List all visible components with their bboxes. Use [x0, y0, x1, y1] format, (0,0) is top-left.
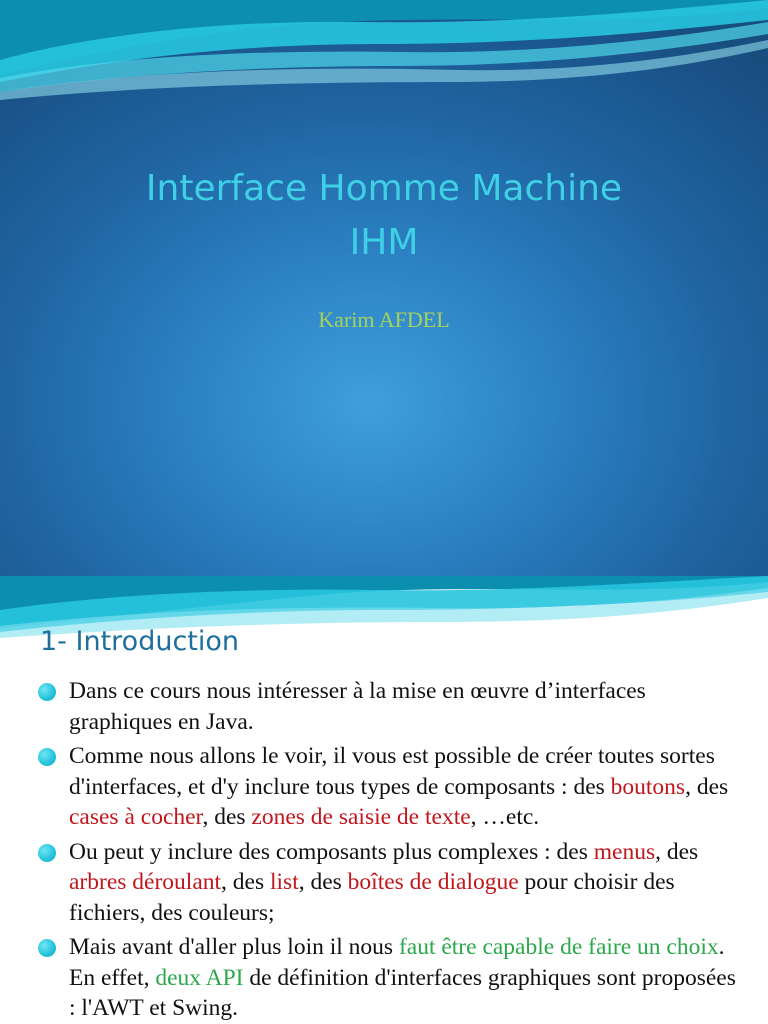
bullet-text: Ou peut y inclure des composants plus complexes : des — [69, 838, 594, 865]
author-name: Karim AFDEL — [318, 307, 450, 332]
bullet-item — [38, 932, 748, 1024]
bullet-highlight-red: zones de saisie de texte — [251, 804, 471, 830]
bullet-text: , …etc. — [470, 804, 540, 830]
bullet-dot-icon — [38, 748, 56, 766]
bullet-highlight-green: faut être capable de faire un choix — [398, 934, 719, 960]
bullet-text: Mais avant d'aller plus loin il nous — [69, 934, 399, 960]
bullet-text: pour choisir des fichiers, des couleurs; — [69, 869, 675, 926]
bullet-highlight-red: list — [269, 869, 299, 895]
bullet-text: Dans ce cours nous intéresser à la mise en œuvre d’interfaces graphiques en Java. — [69, 678, 646, 735]
bullet-text: de définition d'interfaces graphiques sont proposées : l'AWT et Swing. — [69, 964, 736, 1021]
bullet-dot-icon — [38, 844, 56, 862]
slide-title — [0, 162, 768, 270]
bullet-highlight-green: deux API — [155, 964, 244, 991]
bullet-item — [38, 741, 748, 833]
bullet-highlight-red: boîtes de dialogue — [347, 869, 519, 895]
bullet-highlight-red: cases à cocher — [69, 804, 203, 830]
bullet-text: , des — [298, 869, 348, 895]
bullet-text: , des — [202, 804, 252, 830]
bullet-list — [38, 676, 748, 1024]
bullet-dot-icon — [38, 939, 56, 957]
slide-title-line1: Interface Homme Machine — [145, 168, 623, 209]
bullet-text: . En effet, — [69, 934, 725, 991]
wave-decoration-top — [0, 0, 768, 110]
bullet-text: Comme nous allons le voir, il vous est possible de créer toutes sortes d'interfaces, et d'y inclure tous types de composants : des — [69, 743, 715, 800]
bullet-highlight-red: menus — [593, 838, 656, 865]
bullet-item — [38, 837, 748, 929]
slide-title-line2: IHM — [349, 222, 419, 263]
bullet-text: , des — [221, 869, 270, 895]
bullet-text: , des — [685, 773, 729, 800]
bullet-highlight-red: arbres déroulant — [69, 869, 222, 895]
bullet-text: , des — [655, 838, 699, 865]
introduction-slide — [0, 576, 768, 1024]
bullet-dot-icon — [38, 683, 56, 701]
section-heading: 1- Introduction — [40, 626, 240, 657]
bullet-item — [38, 676, 748, 737]
bullet-highlight-red: boutons — [610, 773, 686, 800]
